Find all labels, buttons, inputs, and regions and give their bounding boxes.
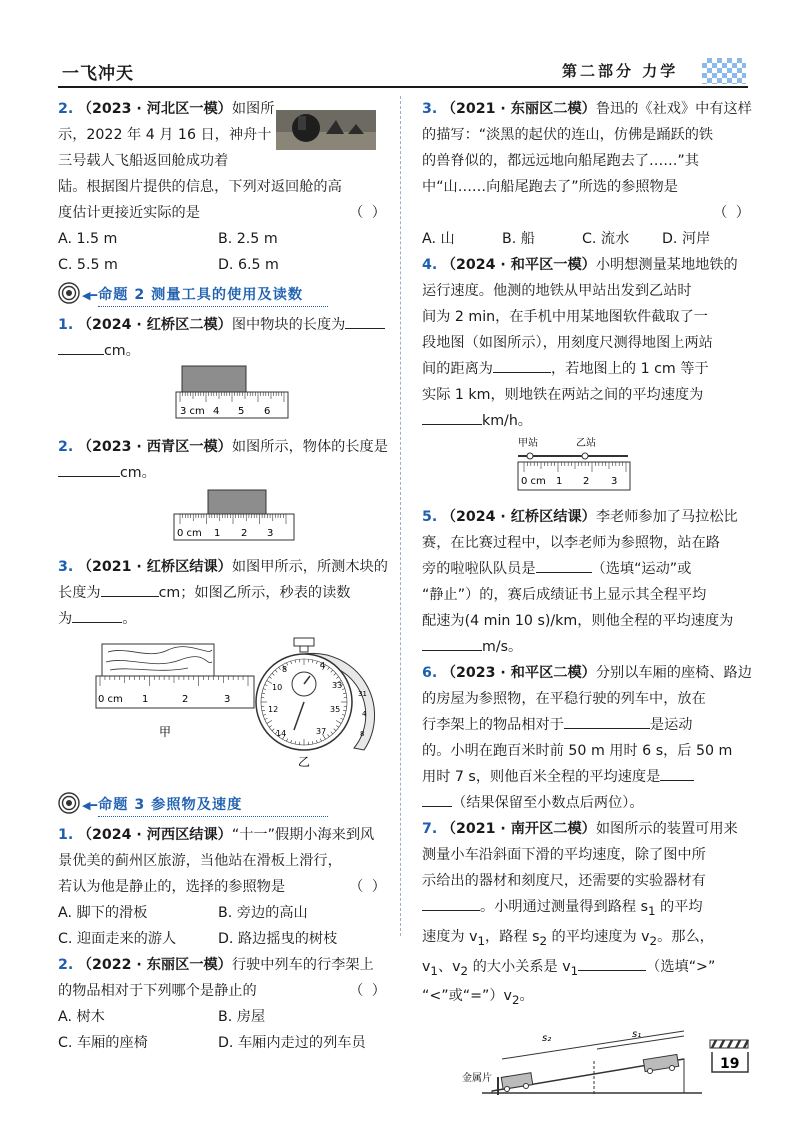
- question-source: （2023 · 河北区一模）: [77, 101, 232, 117]
- dial-label: 37: [316, 727, 327, 736]
- label-s1: s₁: [632, 1029, 642, 1041]
- question-text: 度估计更接近实际的是: [58, 205, 200, 221]
- question-text: 间的距离为: [422, 361, 493, 377]
- subscript: 1: [647, 903, 656, 918]
- subscript: 2: [511, 993, 520, 1008]
- question-number: 2.: [58, 101, 74, 117]
- tick-label: 1: [556, 476, 563, 487]
- dial-label: 10: [272, 683, 283, 692]
- question-number: 1.: [58, 827, 74, 843]
- answer-blank[interactable]: [578, 954, 646, 971]
- tick-label: 2: [182, 694, 189, 705]
- option-a: A. 山: [422, 231, 455, 247]
- question-number: 7.: [422, 821, 438, 837]
- question-text: 如图所示的装置可用来: [595, 821, 738, 837]
- options: [58, 900, 388, 952]
- question-text: 长度为: [58, 585, 101, 601]
- dial-label: 12: [268, 705, 279, 714]
- topic-2-heading: [58, 282, 388, 310]
- question-text: “十一”假期小海来到风: [231, 827, 375, 843]
- page-number-badge: [708, 1038, 750, 1074]
- t2-question-1: [58, 312, 388, 430]
- question-source: （2024 · 红桥区二模）: [77, 317, 232, 333]
- subscript: 1: [430, 963, 438, 978]
- dial-label: 31: [358, 690, 367, 698]
- answer-blank[interactable]: [101, 580, 159, 597]
- subscript: 1: [477, 933, 485, 948]
- question-number: 3.: [422, 101, 438, 117]
- answer-blank[interactable]: [660, 764, 694, 781]
- question-text: 测量小车沿斜面下滑的平均速度，除了图中所: [422, 847, 706, 863]
- question-text: 段地图（如图所示），用刻度尺测得地图上两站: [422, 335, 713, 351]
- question-text: 的大小关系是 v: [468, 958, 571, 975]
- question-text: 如图所示，物体的长度是: [231, 439, 388, 455]
- question-text: 分别以车厢的座椅、路边: [595, 665, 752, 681]
- option-a: A. 1.5 m: [58, 231, 118, 247]
- question-text: 的兽脊似的，都远远地向船尾跑去了……”其: [422, 153, 699, 169]
- question-text: 。小明通过测量得到路程 s: [480, 899, 648, 915]
- question-text: 用时 7 s，则他百米全程的平均速度是: [422, 769, 661, 785]
- question-text: 配速为(4 min 10 s)/km，则他全程的平均速度为: [422, 613, 734, 629]
- question-number: 5.: [422, 509, 438, 525]
- question-4: [422, 252, 752, 504]
- question-number: 3.: [58, 559, 74, 575]
- answer-blank[interactable]: [58, 338, 104, 355]
- question-source: （2024 · 和平区一模）: [441, 257, 596, 273]
- question-text: 行驶中列车的行李架上: [231, 957, 374, 973]
- option-d: D. 河岸: [662, 231, 711, 247]
- option-a: A. 脚下的滑板: [58, 905, 148, 921]
- question-text: 的房屋为参照物，在平稳行驶的列车中，放在: [422, 691, 706, 707]
- left-column: [58, 96, 388, 1056]
- question-text: 的平均: [655, 899, 703, 915]
- brand-title: 一飞冲天: [62, 64, 134, 84]
- tick-label: 0 cm: [98, 694, 123, 705]
- column-divider: [400, 96, 401, 936]
- station-label: 乙站: [576, 438, 596, 449]
- subscript: 2: [649, 933, 658, 948]
- question-text: 。: [122, 611, 137, 627]
- topic-underline: [98, 816, 328, 817]
- unit-text: cm。: [120, 465, 156, 481]
- question-text: 行李架上的物品相对于: [422, 717, 564, 733]
- answer-blank[interactable]: [422, 408, 482, 425]
- question-text: 小明想测量某地地铁的: [595, 257, 738, 273]
- option-b: B. 船: [502, 231, 535, 247]
- question-6: [422, 660, 752, 816]
- option-d: D. 车厢内走过的列车员: [218, 1035, 366, 1051]
- question-5: [422, 504, 752, 660]
- subscript: 2: [539, 933, 547, 948]
- tick-label: 0 cm: [521, 476, 546, 487]
- question-text: 为: [58, 611, 73, 627]
- station-label: 甲站: [518, 438, 538, 449]
- question-text: （结果保留至小数点后两位）。: [452, 795, 644, 811]
- right-column: [422, 96, 752, 1103]
- tick-label: 3: [611, 476, 618, 487]
- option-a: A. 树木: [58, 1009, 105, 1025]
- page-number: 19: [720, 1056, 740, 1072]
- figure-caption-a: 甲: [159, 725, 172, 739]
- question-text: “静止”）的，赛后成绩证书上显示其全程平均: [422, 587, 707, 603]
- question-text: 。那么，: [657, 928, 714, 945]
- question-text: 旁的啦啦队队员是: [422, 561, 536, 577]
- target-icon: [58, 282, 80, 304]
- question-text: 赛，在比赛过程中，以李老师为参照物，站在路: [422, 535, 720, 551]
- answer-blank[interactable]: [58, 460, 120, 477]
- figure-label: 金属片: [462, 1073, 492, 1085]
- page-header: [0, 52, 800, 96]
- question-text: 李老师参加了马拉松比: [595, 509, 738, 525]
- tick-label: 5: [238, 406, 245, 417]
- tick-label: 3: [224, 694, 231, 705]
- answer-paren: （ ）: [713, 205, 752, 221]
- header-checker-decoration: [702, 58, 746, 84]
- tick-label: 4: [213, 406, 220, 417]
- option-d: D. 6.5 m: [218, 257, 279, 273]
- tick-label: 6: [264, 406, 271, 417]
- answer-paren: （ ）: [349, 983, 388, 999]
- answer-paren: （ ）: [349, 879, 388, 895]
- topic-title: 命题 2 测量工具的使用及读数: [98, 287, 304, 303]
- option-b: B. 房屋: [218, 1009, 266, 1025]
- answer-paren: （ ）: [349, 205, 388, 221]
- question-text: 示，2022 年 4 月 16 日，神舟十: [58, 127, 272, 143]
- question-source: （2023 · 和平区二模）: [441, 665, 596, 681]
- topic-underline: [98, 306, 328, 307]
- question-source: （2023 · 西青区一模）: [77, 439, 232, 455]
- question-text: 的物品相对于下列哪个是静止的: [58, 983, 257, 999]
- tick-label: 1: [142, 694, 149, 705]
- tick-label: 0 cm: [177, 528, 202, 539]
- question-source: （2024 · 红桥区结课）: [441, 509, 596, 525]
- question-text: 的描写：“淡黑的起伏的连山，仿佛是踊跃的铁: [422, 127, 714, 143]
- question-text: 景优美的蓟州区旅游，当他站在滑板上滑行，: [58, 853, 342, 869]
- question-text: km/h。: [482, 413, 532, 429]
- t2-question-2: [58, 434, 388, 552]
- question-text: 。: [519, 988, 534, 1005]
- question-text: cm；如图乙所示，秒表的读数: [158, 585, 351, 601]
- question-number: 6.: [422, 665, 438, 681]
- unit-text: cm。: [104, 343, 140, 359]
- dial-label: 33: [332, 681, 343, 690]
- capsule-photo: [276, 110, 376, 150]
- option-c: C. 车厢的座椅: [58, 1035, 148, 1051]
- question-number: 2.: [58, 957, 74, 973]
- arrow-icon: ◀━: [82, 799, 98, 812]
- options: [422, 226, 752, 252]
- answer-blank[interactable]: [536, 556, 592, 573]
- question-source: （2022 · 东丽区一模）: [77, 957, 232, 973]
- question-text: 陆。根据图片提供的信息，下列对返回舱的高: [58, 179, 342, 195]
- answer-blank[interactable]: [493, 356, 551, 373]
- question-7: [422, 816, 752, 1103]
- tick-label: 2: [583, 476, 590, 487]
- dial-label: 4: [320, 661, 326, 670]
- question-2-landing-capsule: [58, 96, 388, 278]
- question-3: [422, 96, 752, 252]
- question-text: 是运动: [649, 717, 693, 733]
- answer-blank[interactable]: [422, 634, 482, 651]
- tick-label: 1: [214, 528, 221, 539]
- subscript: 2: [460, 963, 469, 978]
- options: [58, 1004, 388, 1056]
- answer-blank[interactable]: [564, 712, 650, 729]
- question-text: 的。小明在跑百米时前 50 m 用时 6 s，后 50 m: [422, 743, 733, 759]
- options: [58, 226, 388, 278]
- question-text: 实际 1 km，则地铁在两站之间的平均速度为: [422, 387, 704, 403]
- section-title: 第二部分 力学: [562, 62, 679, 80]
- figure-caption-b: 乙: [298, 755, 311, 769]
- question-number: 2.: [58, 439, 74, 455]
- question-text: 速度为 v: [422, 928, 478, 945]
- question-text: m/s。: [482, 639, 523, 655]
- question-source: （2024 · 河西区结课）: [77, 827, 232, 843]
- dial-label: 8: [360, 730, 365, 738]
- dial-label: 4: [362, 710, 367, 718]
- question-text: 的平均速度为 v: [547, 928, 650, 945]
- question-text: 、v: [437, 958, 461, 975]
- answer-blank[interactable]: [422, 790, 452, 807]
- option-d: D. 路边摇曳的树枝: [218, 931, 338, 947]
- question-text: （选填“>”: [646, 958, 716, 975]
- option-c: C. 流水: [582, 231, 630, 247]
- question-text: 运行速度。他测的地铁从甲站出发到乙站时: [422, 283, 692, 299]
- t2-question-3: [58, 554, 388, 790]
- answer-blank[interactable]: [422, 894, 480, 911]
- option-c: C. 迎面走来的游人: [58, 931, 177, 947]
- option-b: B. 旁边的高山: [218, 905, 308, 921]
- target-icon: [58, 792, 80, 814]
- question-text: ，若地图上的 1 cm 等于: [550, 361, 709, 377]
- question-text: 若认为他是静止的，选择的参照物是: [58, 879, 286, 895]
- t3-question-2: [58, 952, 388, 1056]
- dial-label: 35: [330, 705, 341, 714]
- question-text: ，路程 s: [485, 928, 540, 945]
- answer-blank[interactable]: [345, 312, 385, 329]
- question-text: 如图所: [231, 101, 275, 117]
- question-text: 三号载人飞船返回舱成功着: [58, 153, 229, 169]
- dial-label: 14: [276, 729, 287, 738]
- question-number: 4.: [422, 257, 438, 273]
- question-text: 鲁迅的《社戏》中有这样: [595, 101, 752, 117]
- option-b: B. 2.5 m: [218, 231, 278, 247]
- question-text: 图中物块的长度为: [231, 317, 346, 333]
- subway-map-ruler-figure: [422, 434, 752, 500]
- question-text: 中“山……向船尾跑去了”所选的参照物是: [422, 179, 678, 195]
- label-s2: s₂: [542, 1033, 552, 1045]
- question-text: 示给出的器材和刻度尺，还需要的实验器材有: [422, 873, 706, 889]
- question-text: v: [422, 958, 431, 975]
- tick-label: 3 cm: [180, 406, 205, 417]
- tick-label: 2: [241, 528, 248, 539]
- question-text: （选填“运动”或: [591, 561, 692, 577]
- answer-blank[interactable]: [72, 606, 122, 623]
- arrow-icon: ◀━: [82, 289, 98, 302]
- dial-label: 8: [282, 665, 288, 674]
- question-text: 如图甲所示，所测木块的: [231, 559, 388, 575]
- question-number: 1.: [58, 317, 74, 333]
- topic-3-heading: [58, 792, 388, 820]
- wood-block-and-stopwatch-figure: [58, 636, 388, 786]
- question-source: （2021 · 红桥区结课）: [77, 559, 232, 575]
- subscript: 1: [570, 963, 579, 978]
- question-text: 间为 2 min，在手机中用某地图软件截取了一: [422, 309, 708, 325]
- ruler-figure-1: [58, 364, 388, 426]
- tick-label: 3: [267, 528, 274, 539]
- t3-question-1: [58, 822, 388, 952]
- question-text: “<”或“=”）v: [422, 988, 512, 1005]
- question-source: （2021 · 东丽区二模）: [441, 101, 596, 117]
- question-source: （2021 · 南开区二模）: [441, 821, 596, 837]
- incline-cart-figure: [422, 1019, 752, 1099]
- option-c: C. 5.5 m: [58, 257, 118, 273]
- header-rule: [58, 86, 748, 88]
- topic-title: 命题 3 参照物及速度: [98, 797, 243, 813]
- ruler-figure-2: [58, 486, 388, 548]
